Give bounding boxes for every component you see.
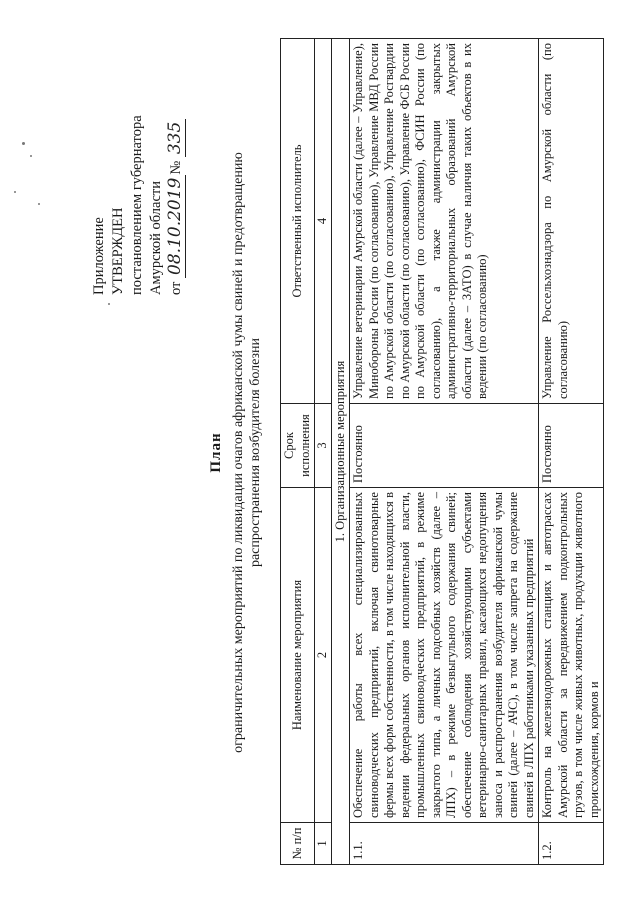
scan-speck — [30, 155, 32, 157]
scan-speck — [14, 191, 16, 193]
row-num: 1.2. — [539, 823, 604, 865]
approval-stamp-block — [90, 115, 186, 295]
handwritten-date: 08.10.2019 — [165, 175, 186, 278]
section-row — [331, 39, 350, 865]
table-row — [350, 39, 539, 865]
region-line: Амурской области — [148, 181, 164, 295]
scan-speck — [38, 203, 40, 205]
column-number: 3 — [315, 404, 332, 488]
row-term: Постоянно — [350, 404, 539, 488]
table-header-row — [281, 39, 315, 865]
plan-title: План — [208, 432, 224, 473]
header-name: Наименование мероприятия — [281, 488, 315, 823]
column-number: 1 — [315, 823, 332, 865]
scan-speck — [108, 303, 110, 305]
row-term: Постоянно — [539, 404, 604, 488]
row-measure: Обеспечение работы всех специализированных свиноводческих предприятий, включая свинотоварные фермы всех форм собственности, в том числе находящихся в ведении федеральных органов исполнительной власти, промышленных свиноводческих предприятий, в режиме закрытого типа, а личных подсобных хозяйств (далее – ЛПХ) – в режиме безвыгульного содержания свиней; обеспечение соблюдения хозяйствующими субъектами ветеринарно-санитарных правил, касающихся недопущения заноса и распространения возбудителя африканской чумы свиней (далее – АЧС), в том числе запрета на содержание свиней в ЛПХ работниками указанных предприятий — [350, 488, 539, 823]
column-number: 4 — [315, 39, 332, 404]
column-number: 2 — [315, 488, 332, 823]
row-executor: Управление Россельхознадзора по Амурской области (по согласованию) — [539, 39, 604, 404]
measures-table — [280, 38, 604, 865]
handwritten-number: 335 — [165, 119, 186, 157]
header-executor: Ответственный исполнитель — [281, 39, 315, 404]
row-measure: Контроль на железнодорожных станциях и автотрассах Амурской области за передвижением подконтрольных грузов, в том числе живых животных, продукции животного происхождения, кормов и — [539, 488, 604, 823]
row-executor: Управление ветеринарии Амурской области (далее – Управление), Минобороны России (по согласованию), Управление МВД России по Амурской области (по согласованию), Управление Росгвардии по Амурской области (по согласованию), Управление ФСБ России по Амурской области (по согласованию), ФСИН России (по согласованию), а также администрации закрытых административно-территориальных образований Амурской области (далее – ЗАТО) в случае наличия таких объектов в их ведении (по согласованию) — [350, 39, 539, 404]
header-num: № п/п — [281, 823, 315, 865]
table-row — [539, 39, 604, 865]
number-prefix: № — [168, 160, 184, 175]
approved-label: УТВЕРЖДЕН — [110, 207, 126, 295]
header-term: Срок исполнения — [281, 404, 315, 488]
decree-line: постановлением губернатора — [129, 115, 145, 295]
section-title: 1. Организационные мероприятия — [331, 39, 350, 865]
plan-subtitle: ограничительных мероприятий по ликвидации очагов африканской чумы свиней и предотвращению распространения возбудителя болезни — [231, 152, 263, 753]
date-prefix: от — [168, 281, 184, 295]
scan-speck — [22, 142, 25, 145]
column-number-row — [315, 39, 332, 865]
row-num: 1.1. — [350, 823, 539, 865]
appendix-label: Приложение — [91, 217, 107, 295]
date-number-line — [166, 115, 186, 295]
